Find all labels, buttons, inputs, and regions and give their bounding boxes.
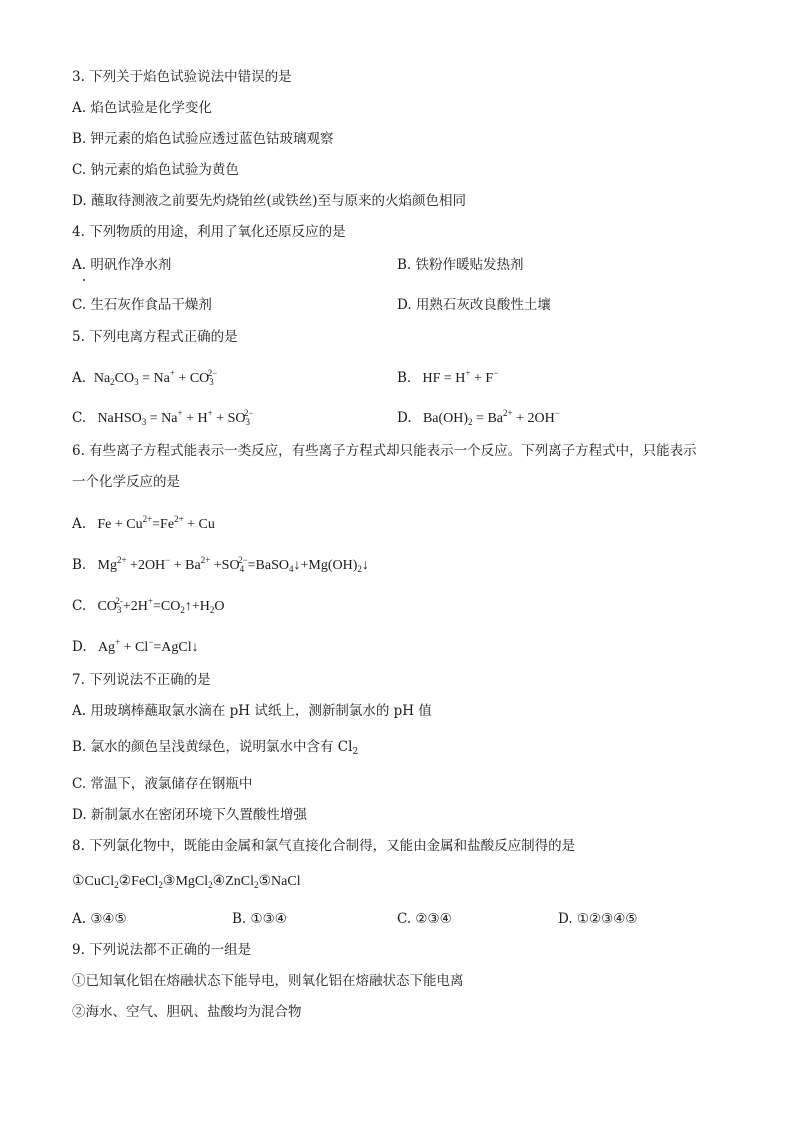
subscript: 2 [352, 747, 359, 757]
question-8-option-a: A. ③④⑤ [72, 911, 127, 927]
question-8-option-d: D. ①②③④⑤ [558, 911, 638, 927]
equation: $Mg^{2+} +2OH^- + Ba^{2+}$ $+SO_4^{2-}=BaSO_4↓+Mg(OH)_2↓$ [90, 555, 369, 574]
option-label: D. [397, 410, 412, 426]
question-8-stem: 8. 下列氯化物中，既能由金属和氯气直接化合制得，又能由金属和盐酸反应制得的是 [72, 838, 576, 854]
question-3-option-b: B. 钾元素的焰色试验应透过蓝色钴玻璃观察 [72, 131, 334, 147]
question-9-statement-1: ①已知氧化铝在熔融状态下能导电，则氧化铝在熔融状态下能电离 [72, 973, 464, 989]
question-4-option-a: A. 明矾作净水剂 [72, 257, 172, 273]
equation: $Fe + Cu^{2+}=Fe^{2+} + Cu$ [90, 514, 215, 532]
question-7-option-d: D. 新制氯水在密闭环境下久置酸性增强 [72, 807, 307, 823]
question-8-compound-list [72, 872, 301, 894]
question-6-option-b [72, 551, 369, 578]
question-3-option-a: A. 焰色试验是化学变化 [72, 100, 212, 116]
question-3-stem: 3. 下列关于焰色试验说法中错误的是 [72, 69, 292, 85]
question-6-option-d [72, 633, 199, 657]
equation: HF = H+ + F− [415, 368, 499, 386]
question-3-option-c: C. 钠元素的焰色试验为黄色 [72, 162, 239, 178]
question-5-option-a [72, 364, 217, 391]
question-6-option-a [72, 510, 215, 534]
option-label: C. [72, 598, 87, 614]
equation: $Ba(OH)_2 = Ba^{2+} + 2OH^-$ [415, 408, 560, 427]
option-label: C. [72, 410, 87, 426]
question-5-option-b [397, 364, 498, 388]
equation: ①CuCl$_2$②FeCl$_2$③MgCl$_2$④ZnCl$_2$⑤NaCl [72, 874, 301, 890]
stray-mark [83, 279, 85, 281]
question-4-option-b: B. 铁粉作暖贴发热剂 [397, 257, 524, 273]
equation: Ag+ + Cl−=AgCl↓ [90, 637, 199, 655]
question-8-option-c: C. ②③④ [397, 911, 452, 927]
question-8-option-b: B. ①③④ [232, 911, 287, 927]
question-7-option-a: A. 用玻璃棒蘸取氯水滴在 pH 试纸上，测新制氯水的 pH 值 [72, 703, 432, 719]
option-label: A. [72, 370, 87, 386]
question-4-option-c: C. 生石灰作食品干燥剂 [72, 297, 212, 313]
option-text: B. 氯水的颜色呈浅黄绿色，说明氯水中含有 Cl [72, 739, 353, 755]
equation: NaHSO$_3$ = $Na^+ + H^+ + SO_3^{2-}$ [90, 408, 254, 427]
question-6-stem-line2: 一个化学反应的是 [72, 474, 180, 490]
question-3-option-d: D. 蘸取待测液之前要先灼烧铂丝(或铁丝)至与原来的火焰颜色相同 [72, 193, 466, 209]
question-4-stem: 4. 下列物质的用途，利用了氧化还原反应的是 [72, 224, 346, 240]
question-6-stem-line1: 6. 有些离子方程式能表示一类反应，有些离子方程式却只能表示一个反应。下列离子方程式中，只能表示 [72, 443, 697, 459]
question-5-option-c [72, 404, 254, 431]
question-5-stem: 5. 下列电离方程式正确的是 [72, 329, 238, 345]
option-label: B. [72, 557, 87, 573]
question-9-stem: 9. 下列说法都不正确的一组是 [72, 942, 252, 958]
option-label: D. [72, 639, 87, 655]
question-6-option-c [72, 592, 224, 619]
equation: $CO_3^{2-}+2H^+=CO_2↑+H_2O$ [90, 596, 225, 615]
option-label: B. [397, 370, 412, 386]
question-7-stem: 7. 下列说法不正确的是 [72, 672, 211, 688]
question-5-option-d [397, 404, 560, 431]
option-label: A. [72, 516, 87, 532]
question-7-option-c: C. 常温下，液氯储存在钢瓶中 [72, 776, 253, 792]
question-9-statement-2: ②海水、空气、胆矾、盐酸均为混合物 [72, 1004, 302, 1020]
question-4-option-d: D. 用熟石灰改良酸性土壤 [397, 297, 551, 313]
question-7-option-b [72, 738, 358, 761]
equation: $Na_2CO_3 = Na^+ + CO_3^{2-}$ [90, 368, 218, 387]
